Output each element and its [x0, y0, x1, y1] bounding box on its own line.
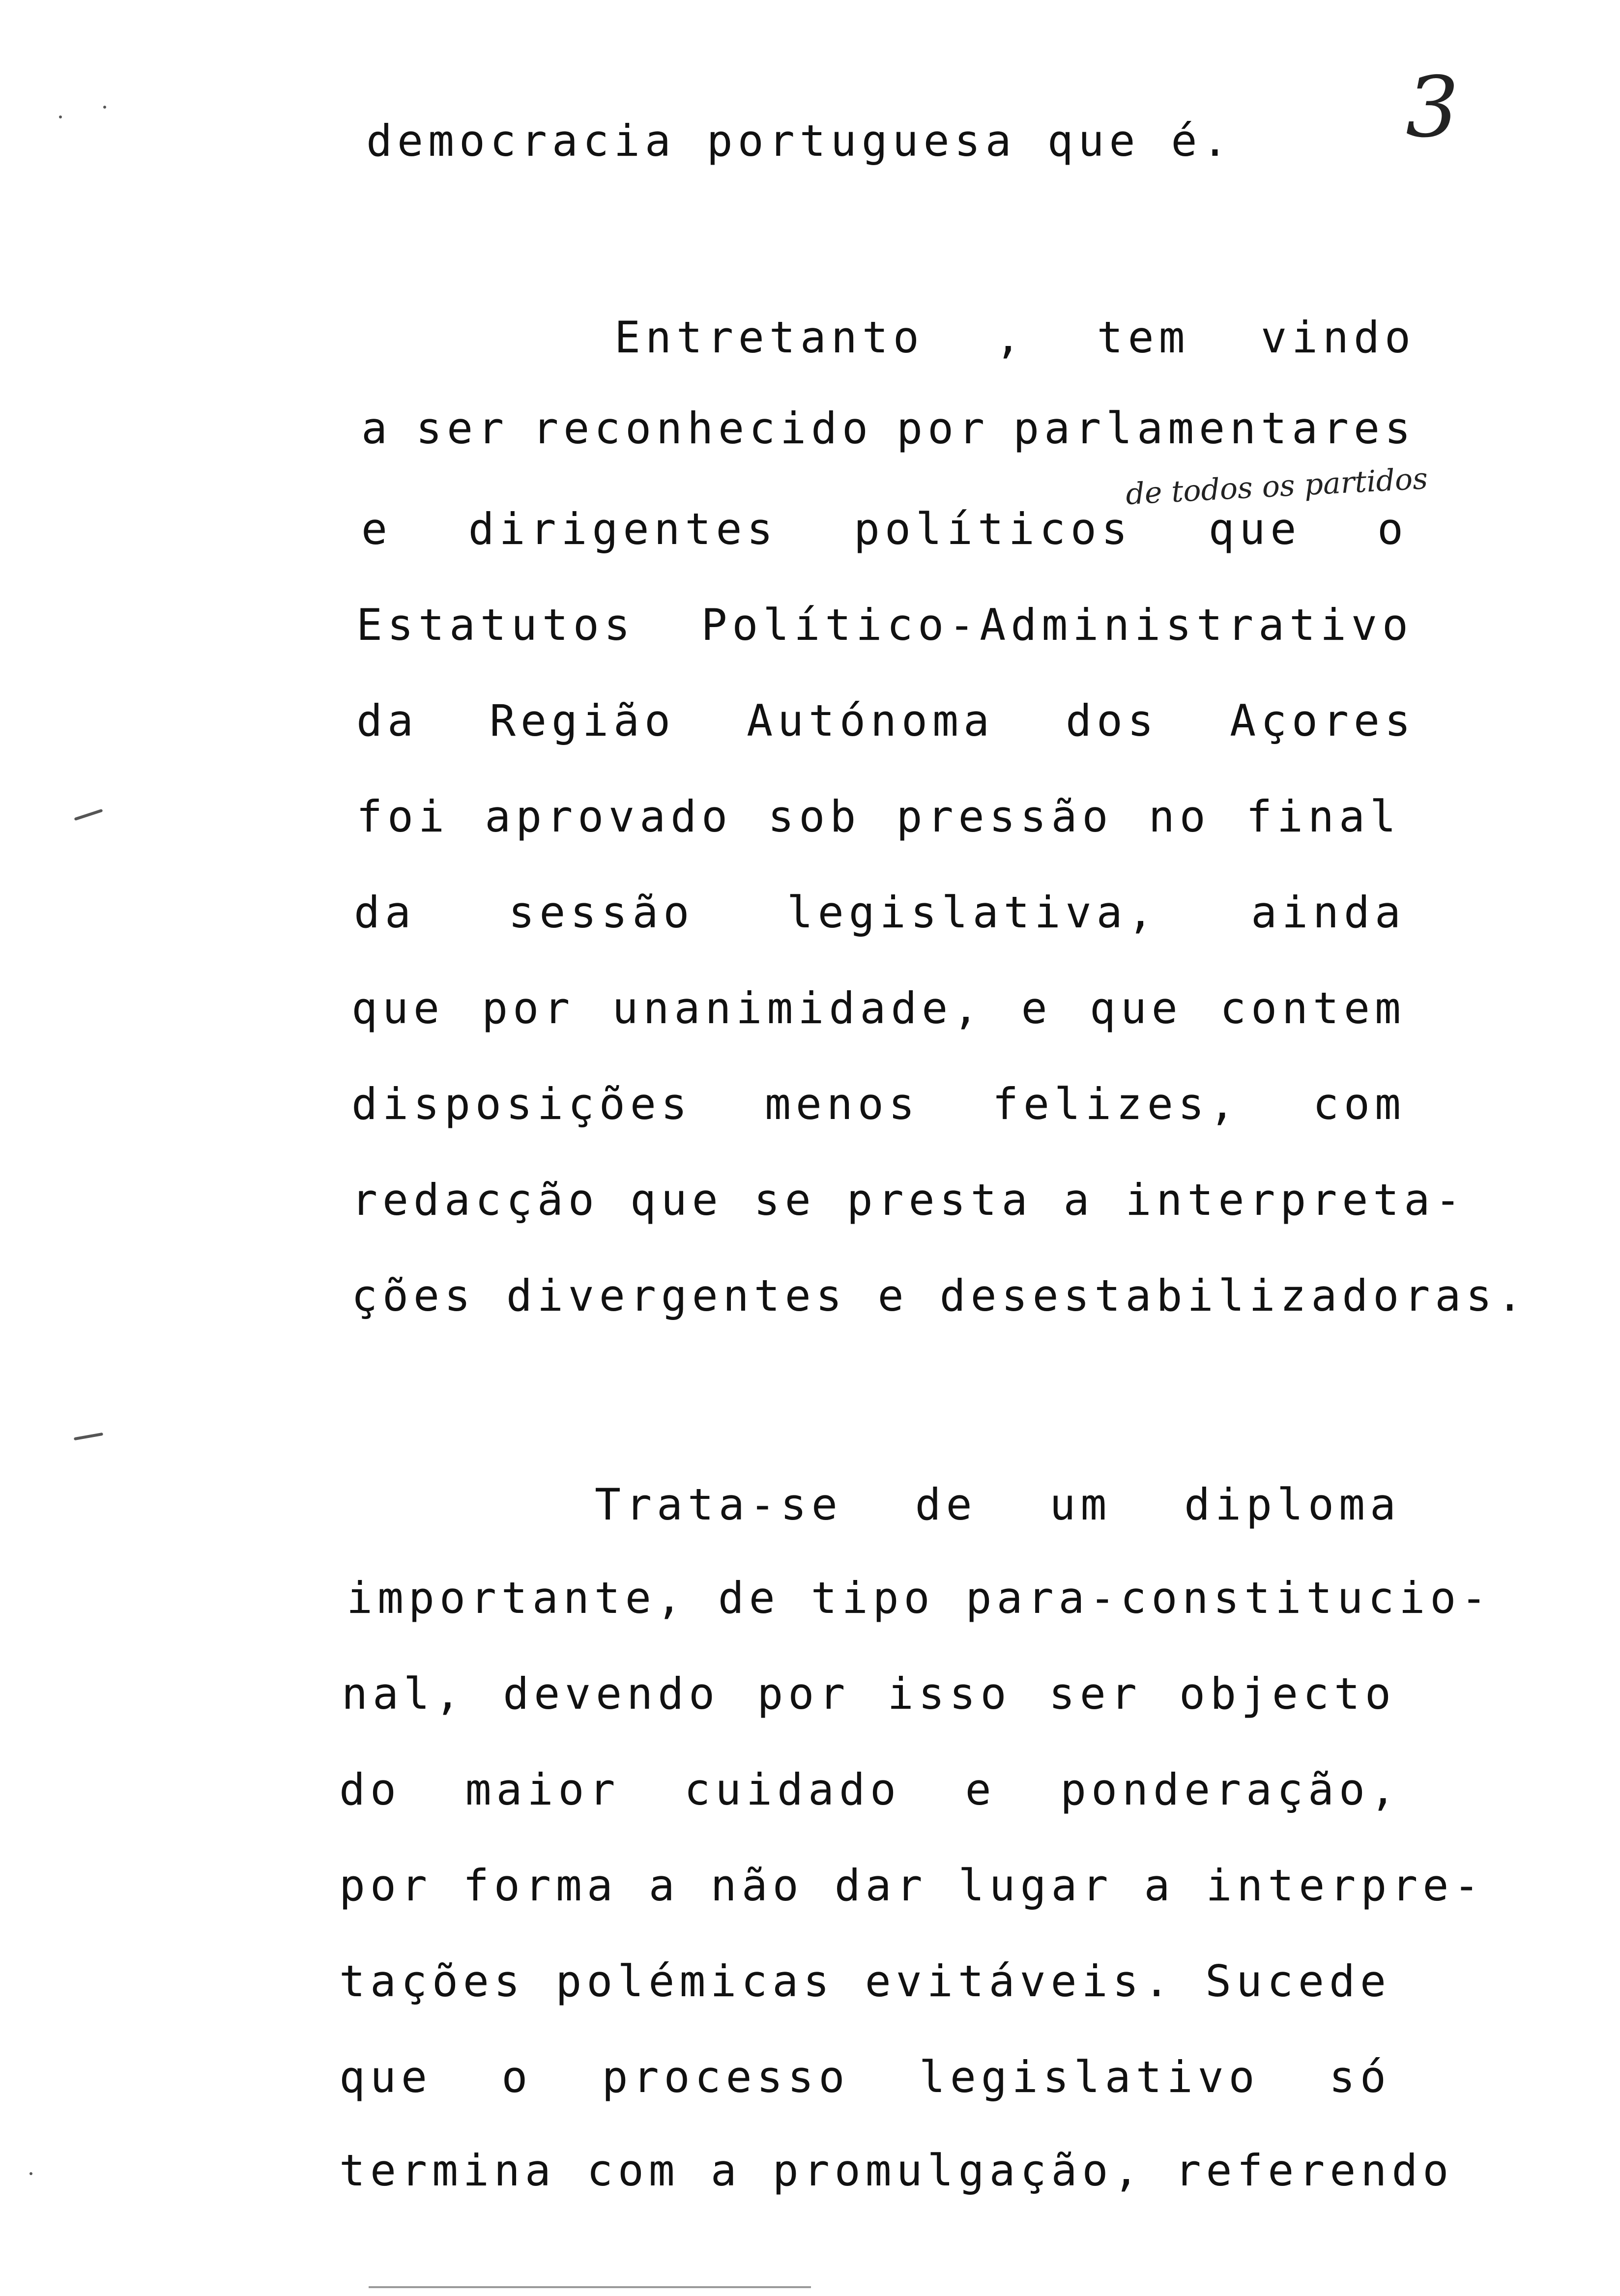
text-line: disposições menos felizes, com [351, 1079, 1406, 1129]
text-line: que o processo legislativo só [339, 2052, 1391, 2102]
text-line: a ser reconhecido por parlamentares [361, 403, 1416, 454]
text-line: da sessão legislativa, ainda [354, 887, 1406, 938]
scan-speck [103, 106, 106, 109]
text-line: democracia portuguesa que é. [366, 115, 1233, 166]
text-line: termina com a promulgação, referendo [339, 2145, 1454, 2196]
bottom-rule [369, 2286, 811, 2288]
scan-speck [29, 2172, 32, 2175]
paragraph-2-line-1: Trata-se de um diploma [595, 1479, 1401, 1530]
paragraph-1-line-1: Entretanto , tem vindo [614, 312, 1416, 363]
text-line: ções divergentes e desestabilizadoras. [351, 1270, 1528, 1321]
scan-mark [74, 1433, 103, 1440]
text-line: foi aprovado sob pressão no final [356, 791, 1401, 842]
text-line: da Região Autónoma dos Açores [356, 695, 1416, 746]
scan-mark [74, 809, 103, 821]
text-line: Estatutos Político-Administrativo [356, 600, 1413, 650]
text-line: por forma a não dar lugar a interpre- [339, 1860, 1485, 1911]
text-line: redacção que se presta a interpreta- [351, 1175, 1466, 1225]
text-line: importante, de tipo para-constitucio- [347, 1573, 1492, 1623]
scan-speck [59, 115, 62, 118]
page-number: 3 [1406, 59, 1459, 156]
text-line: do maior cuidado e ponderação, [339, 1764, 1401, 1815]
text-line: que por unanimidade, e que contem [351, 983, 1406, 1033]
text-line: nal, devendo por isso ser objecto [342, 1668, 1396, 1719]
text-line: e dirigentes políticos que o [361, 504, 1408, 554]
handwritten-margin-note: de todos os partidos [1125, 461, 1429, 512]
text-line: tações polémicas evitáveis. Sucede [339, 1956, 1391, 2007]
